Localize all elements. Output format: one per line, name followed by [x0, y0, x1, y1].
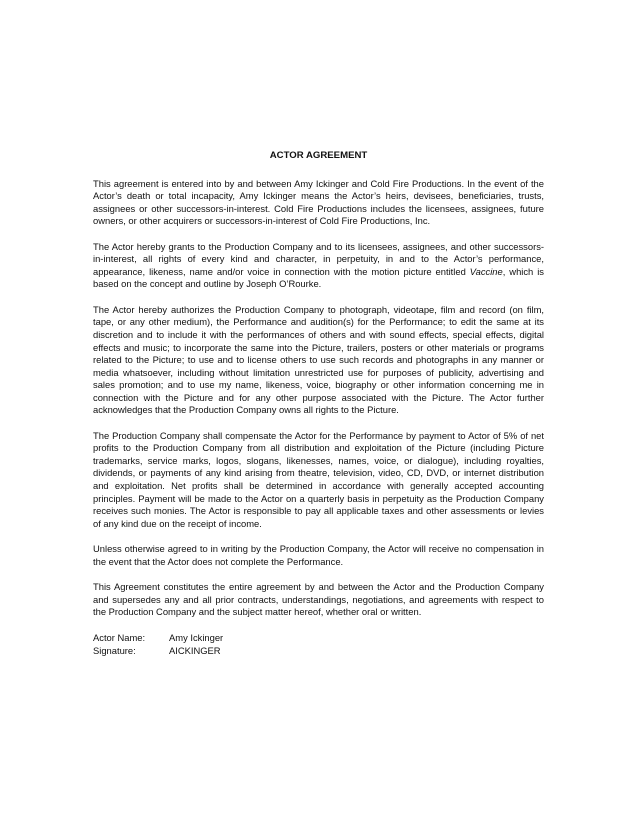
paragraph-authorization: The Actor hereby authorizes the Production Company to photograph, videotape, film and record (on film, tape, or any other medium), the Performance and audition(s) for the Performance; to edit the same at its discretion and to include it with the performances of others and with sound effects, special effects, digital effects and music; to incorporate the same into the Picture, trailers, posters or other materials or programs related to the Picture; to use and to license others to use such records and photographs in any manner or media whatsoever, including without limitation unrestricted use for purposes of publicity, advertising and sales promotion; and to use my name, likeness, voice, biography or other information concerning me in connection with the Picture and for any other purpose associated with the Picture. The Actor further acknowledges that the Production Company owns all rights to the Picture.: [93, 303, 544, 416]
paragraph-entire-agreement: This Agreement constitutes the entire agreement by and between the Actor and the Production Company and supersedes any and all prior contracts, understandings, negotiations, and agreements with respect to the Production Company and the subject matter hereof, whether oral or written.: [93, 581, 544, 618]
paragraph-compensation: The Production Company shall compensate the Actor for the Performance by payment to Actor of 5% of net profits to the Production Company from all distribution and exploitation of the Picture (including Picture trademarks, service marks, logos, slogans, likenesses, names, voice, or dialogue), including royalties, dividends, or payments of any kind arising from theatre, television, video, CD, DVD, or internet distribution and exploitation. Net profits shall be determined in accordance with generally accepted accounting principles. Payment will be made to the Actor on a quarterly basis in perpetuity as the Production Company receives such monies. The Actor is responsible to pay all applicable taxes and other assessments or levies of any kind due on the receipt of income.: [93, 429, 544, 529]
paragraph-non-completion: Unless otherwise agreed to in writing by the Production Company, the Actor will receive no compensation in the event that the Actor does not complete the Performance.: [93, 543, 544, 567]
paragraph-grant-of-rights: [93, 241, 544, 291]
signature-row: [93, 645, 544, 658]
document-title: ACTOR AGREEMENT: [269, 150, 368, 161]
paragraph-parties: This agreement is entered into by and between Amy Ickinger and Cold Fire Productions. In the event of the Actor’s death or total incapacity, Amy Ickinger means the Actor’s heirs, devisees, beneficiaries, trusts, assignees or other successors-in-interest. Cold Fire Productions includes the licensees, assignees, future owners, or other acquirers or successors-in-interest of Cold Fire Productions, Inc.: [93, 177, 544, 227]
grant-text-after: , which is based on the concept and outline by Joseph O’Rourke.: [93, 265, 544, 290]
actor-name-label: Actor Name:: [93, 631, 146, 643]
signature-value: AICKINGER: [169, 644, 221, 656]
grant-text-before: The Actor hereby grants to the Production Company and to its licensees, assignees, and other successors-in-interest, all rights of every kind and character, in perpetuity, in and to the Actor’s performance, appearance, likeness, name and/or voice in connection with the motion picture entitled: [93, 240, 544, 277]
document-body: [93, 150, 544, 657]
actor-name-value: Amy Ickinger: [169, 631, 224, 643]
signature-label: Signature:: [93, 644, 136, 656]
actor-name-row: [93, 632, 544, 645]
picture-title: Vaccine: [469, 265, 503, 277]
signature-block: [93, 632, 544, 657]
